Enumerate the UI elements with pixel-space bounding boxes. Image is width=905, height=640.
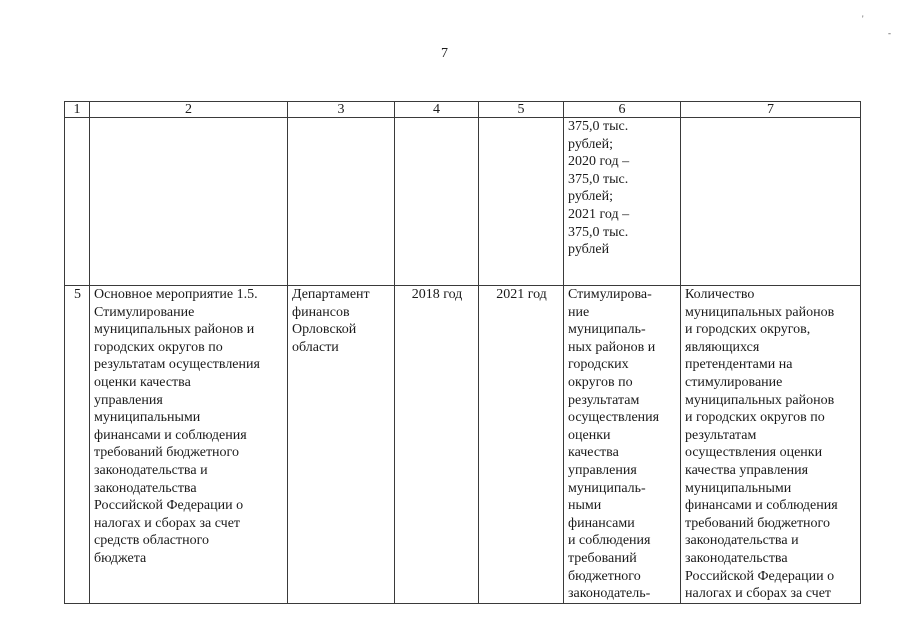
cell-measure: Основное мероприятие 1.5. Стимулирование муниципальных районов и городских округов по результатам осуществления оценки качества управления муниципальными финансами и соблюдения требований бюджетного законодательства и законодательства Российской Федерации о налогах и сборах за счет средств областного бюджета <box>90 286 288 604</box>
table-row-continuation <box>65 118 861 286</box>
cell-start-year <box>395 118 479 286</box>
header-col-6: 6 <box>564 102 681 118</box>
table-row-5 <box>65 286 861 604</box>
cell-start-year: 2018 год <box>395 286 479 604</box>
measures-table <box>64 101 861 604</box>
header-col-1: 1 <box>65 102 90 118</box>
header-col-5: 5 <box>479 102 564 118</box>
cell-measure <box>90 118 288 286</box>
cell-number: 5 <box>65 286 90 604</box>
cell-indicator: Количество муниципальных районов и городских округов, являющихся претендентами на стимулирование муниципальных районов и городских округов по результатам осуществления оценки качества управления муниципальными финансами и соблюдения требований бюджетного законодательства и законодательства Российской Федерации о налогах и сборах за счет <box>681 286 861 604</box>
cell-end-year <box>479 118 564 286</box>
cell-description: Стимулирова- ние муниципаль- ных районов и городских округов по результатам осуществления оценки качества управления муниципаль- ными финансами и соблюдения требований бюджетного законодатель- <box>564 286 681 604</box>
header-col-3: 3 <box>288 102 395 118</box>
header-col-4: 4 <box>395 102 479 118</box>
corner-mark-top: ' <box>862 14 864 24</box>
corner-mark-dash: - <box>888 28 891 38</box>
table-header-row <box>65 102 861 118</box>
header-col-2: 2 <box>90 102 288 118</box>
cell-executor: Департамент финансов Орловской области <box>288 286 395 604</box>
page-number: 7 <box>441 46 448 61</box>
cell-end-year: 2021 год <box>479 286 564 604</box>
cell-executor <box>288 118 395 286</box>
header-col-7: 7 <box>681 102 861 118</box>
cell-indicator <box>681 118 861 286</box>
cell-funding: 375,0 тыс. рублей; 2020 год – 375,0 тыс. рублей; 2021 год – 375,0 тыс. рублей <box>564 118 681 286</box>
cell-number <box>65 118 90 286</box>
